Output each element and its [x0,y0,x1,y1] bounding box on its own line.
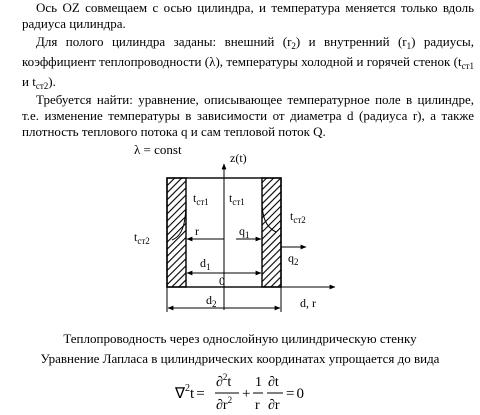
radius-label: r [195,224,199,238]
given-text-1: Для полого цилиндра заданы: внешний (r [36,34,292,49]
svg-text:∇2t=: ∇$^2$t = [175,383,205,402]
given-paragraph [22,34,474,94]
t-st1-right-label: $t_{ст1}$ [229,191,245,207]
given-sub-3: ст1 [461,61,474,71]
given-text-3: ) радиусы, коэффициент теплопроводности (λ), температуры холодной и горячей стенок (t [22,34,474,69]
given-text-5: ). [48,74,56,89]
svg-text:∂2t: ∂$^2$t [216,372,232,390]
svg-text:+: + [242,386,251,402]
given-sub-1: 2 [291,41,296,51]
given-text-4: и t [22,74,36,89]
intro-text: Ось OZ совмещаем с осью цилиндра, и температура меняется только вдоль радиуса цилиндра. [22,0,474,31]
task-paragraph [22,92,474,140]
d2-label: $d_2$ [206,293,217,309]
svg-text:r: r [255,398,260,413]
t-st2-right-label: $t_{ст2}$ [290,209,306,225]
left-wall [167,178,186,287]
d1-label: $d_1$ [200,256,211,272]
task-text: Требуется найти: уравнение, описывающее температурное поле в цилиндре, т.е. изменение температуры в зависимости от диаметра d (радиуса r), а также плотность теплового потока q и сам тепловой поток Q. [22,92,474,139]
given-text-2: ) и внутренний (r [295,34,407,49]
origin-label: 0 [219,274,225,288]
q2-label: $q_2$ [288,251,299,267]
intro-paragraph [22,0,474,32]
given-sub-4: ст2 [35,81,49,91]
laplace-caption: Уравнение Лапласа в цилиндрических координатах упрощается до вида [40,351,440,366]
laplace-equation [175,372,315,414]
svg-text:=0: = 0 [286,386,304,402]
t-st1-left-label: $t_{ст1}$ [193,191,209,207]
right-wall [262,178,281,287]
diagram-caption: Теплопроводность через однослойную цилиндрическую стенку [63,331,417,346]
given-sub-2: 1 [406,41,412,51]
svg-text:∂t: ∂t [268,375,279,390]
z-axis-label: z(t) [230,151,247,165]
svg-text:1: 1 [255,375,262,390]
t-st2-left-label: $t_{ст2}$ [134,230,150,246]
lambda-const-label: λ = const [134,142,182,157]
svg-text:∂r2: $\partial r^2$ [216,395,233,413]
dr-axis-label: d, r [300,296,316,310]
cylinder-wall-diagram [120,140,350,330]
svg-text:∂r: ∂r [268,398,280,413]
q1-label: $q_1$ [239,224,250,240]
